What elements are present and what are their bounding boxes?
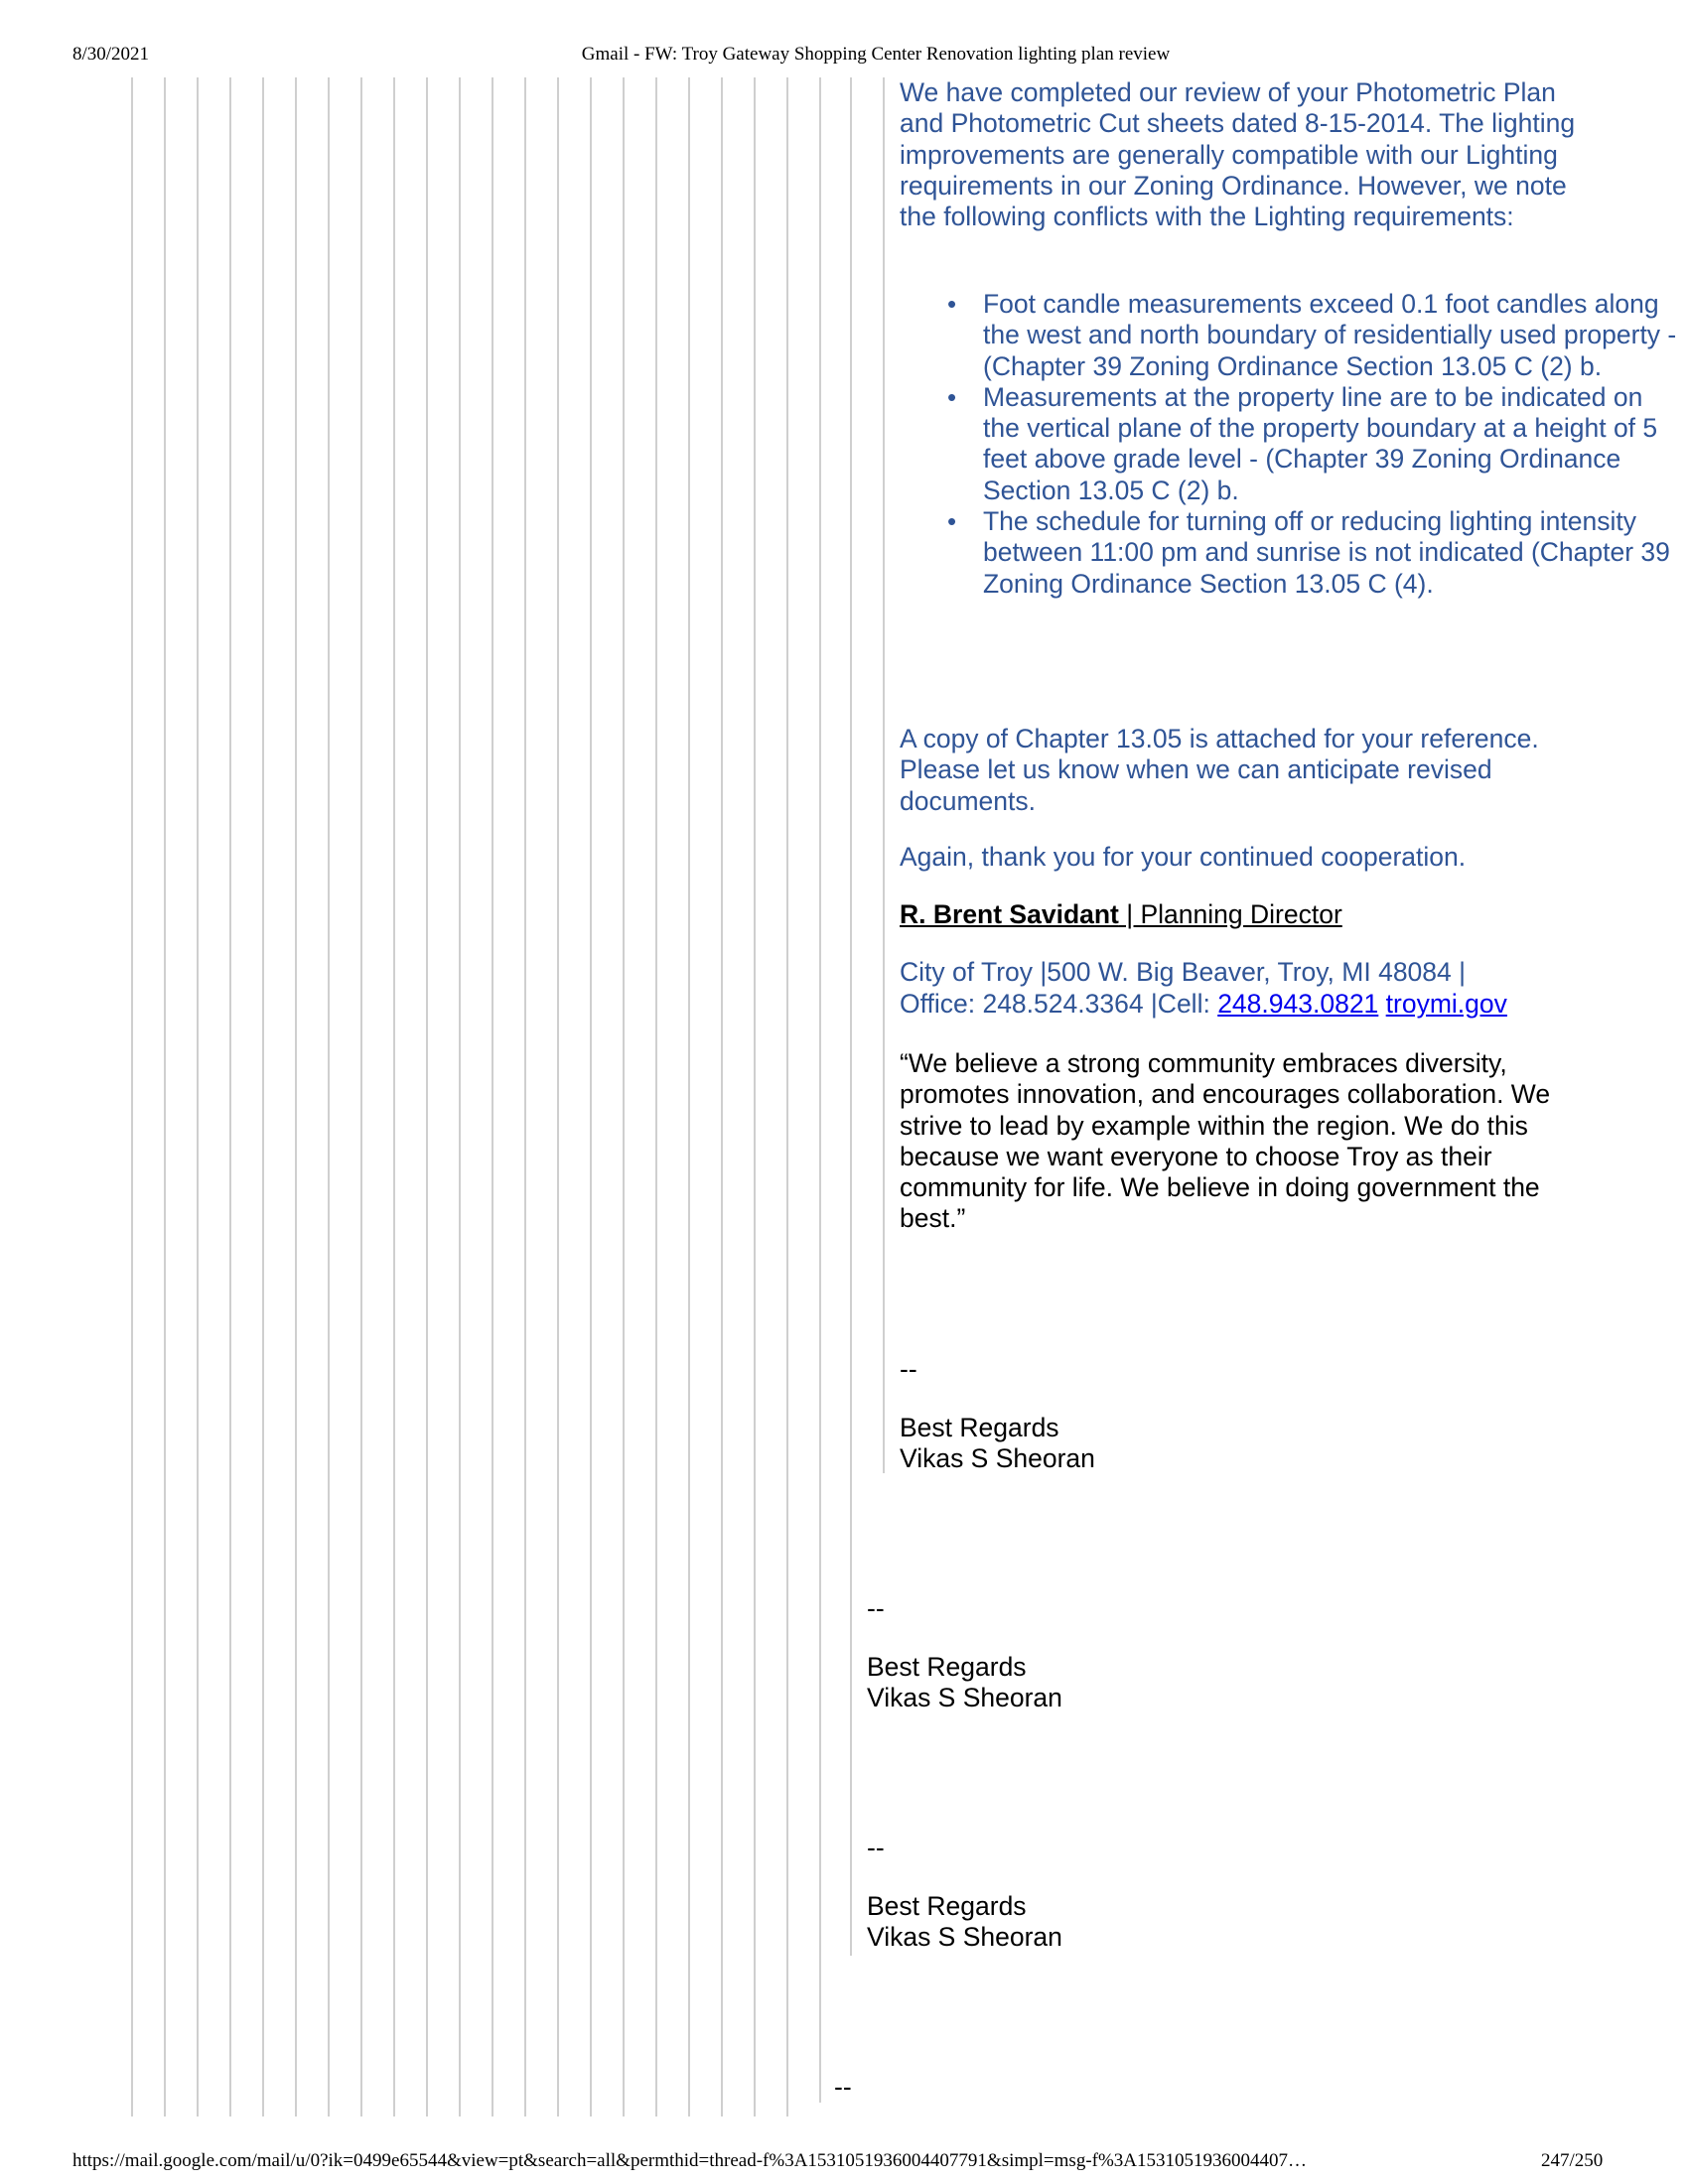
- quote-line: [393, 77, 395, 2116]
- quote-line: [360, 77, 362, 2116]
- quote-line: [262, 77, 264, 2116]
- quote-line: [850, 77, 852, 1956]
- quote-line: [492, 77, 493, 2116]
- reply-name: Vikas S Sheoran: [867, 1683, 1062, 1712]
- quote-line: [524, 77, 526, 2116]
- quote-line: [426, 77, 428, 2116]
- quote-line: [459, 77, 461, 2116]
- quote-line: [197, 77, 199, 2116]
- quote-line: [623, 77, 625, 2116]
- reply-name: Vikas S Sheoran: [867, 1922, 1062, 1952]
- reply-separator: --: [900, 1354, 917, 1384]
- signature-block: [900, 899, 1507, 1020]
- thanks-line: Again, thank you for your continued cooperation.: [900, 842, 1467, 872]
- reply-separator: --: [867, 1593, 885, 1623]
- copy-note: A copy of Chapter 13.05 is attached for your reference. Please let us know when we can anticipate revised documents.: [900, 724, 1539, 816]
- reply-separator: --: [867, 1833, 885, 1862]
- list-item: • The schedule for turning off or reducing lighting intensity between 11:00 pm and sunrise is not indicated (Chapter 39 Zoning Ordinance Section 13.05 C (4).: [983, 506, 1678, 600]
- quote-line: [557, 77, 559, 2116]
- list-item: • Foot candle measurements exceed 0.1 foot candles along the west and north boundary of residentially used property - (Chapter 39 Zoning Ordinance Section 13.05 C (2) b.: [983, 289, 1678, 382]
- signature-title: | Planning Director: [1118, 899, 1342, 929]
- website-link[interactable]: troymi.gov: [1385, 988, 1507, 1019]
- reply-closing: Best Regards: [900, 1413, 1059, 1442]
- quote-line: [754, 77, 756, 2116]
- quote-line: [328, 77, 330, 2116]
- message-intro: We have completed our review of your Photometric Plan and Photometric Cut sheets dated 8-15-2014. The lighting improvements are generally compatible with our Lighting requirements in our Zoning Ordinance. However, we note the following conflicts with the Lighting requirements:: [900, 77, 1576, 232]
- quote-line: [229, 77, 231, 2116]
- signature-address: City of Troy |500 W. Big Beaver, Troy, MI 48084 |: [900, 957, 1467, 988]
- list-item: • Measurements at the property line are to be indicated on the vertical plane of the property boundary at a height of 5 feet above grade level - (Chapter 39 Zoning Ordinance Section 13.05 C (2) b.: [983, 382, 1678, 506]
- quote-line: [721, 77, 723, 2116]
- quote-line: [131, 77, 133, 2116]
- quote-line: [590, 77, 592, 2116]
- print-url: https://mail.google.com/mail/u/0?ik=0499e65544&view=pt&search=all&permthid=thread-f%3A1531051936004407791&simpl=msg-f%3A1531051936004407…: [72, 2150, 1308, 2171]
- quote-line: [688, 77, 690, 2116]
- signature-name: R. Brent Savidant: [900, 899, 1119, 929]
- page-number: 247/250: [1541, 2150, 1604, 2171]
- final-separator: --: [834, 2072, 852, 2102]
- print-date: 8/30/2021: [72, 44, 150, 65]
- conflict-list: [900, 289, 1678, 600]
- reply-closing: Best Regards: [867, 1891, 1027, 1921]
- cell-phone-link[interactable]: 248.943.0821: [1217, 988, 1379, 1019]
- reply-name: Vikas S Sheoran: [900, 1443, 1095, 1473]
- quote-line: [295, 77, 297, 2116]
- mission-quote: “We believe a strong community embraces diversity, promotes innovation, and encourages collaboration. We strive to lead by example within the region. We do this because we want everyone to choose Troy as their community for life. We believe in doing government the best.”: [900, 1048, 1551, 1234]
- quote-line: [164, 77, 166, 2116]
- quote-line: [655, 77, 657, 2116]
- quote-line: [786, 77, 788, 2116]
- signature-office: Office: 248.524.3364 |Cell:: [900, 988, 1218, 1019]
- quote-line: [883, 77, 885, 1473]
- quote-line: [819, 77, 821, 2103]
- reply-closing: Best Regards: [867, 1652, 1027, 1682]
- print-title: Gmail - FW: Troy Gateway Shopping Center Renovation lighting plan review: [581, 44, 1171, 65]
